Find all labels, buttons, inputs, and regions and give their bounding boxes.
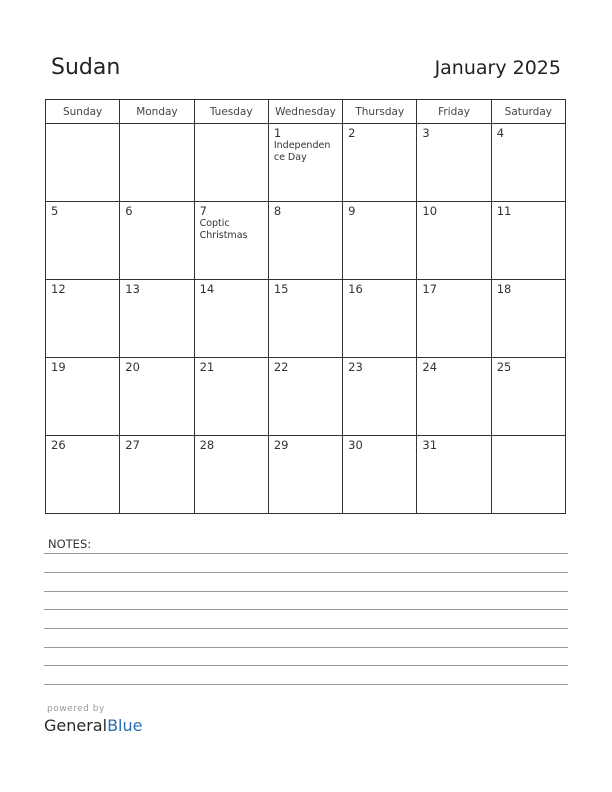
- weekday-wednesday: Wednesday: [268, 100, 342, 124]
- day-number: 16: [348, 282, 363, 296]
- day-cell: [268, 124, 342, 202]
- note-line: [44, 572, 568, 573]
- note-line: [44, 609, 568, 610]
- day-number: 5: [51, 204, 59, 218]
- weekday-monday: Monday: [120, 100, 194, 124]
- week-row: [46, 280, 566, 358]
- note-line: [44, 553, 568, 554]
- day-number: 10: [422, 204, 438, 218]
- day-number: 13: [125, 282, 140, 296]
- day-number: 23: [348, 360, 363, 374]
- weekday-tuesday: Tuesday: [194, 100, 268, 124]
- day-cell: [343, 280, 417, 358]
- calendar-grid: [45, 99, 566, 514]
- day-number: 14: [199, 282, 215, 296]
- note-line: [44, 647, 568, 648]
- brand-part1: General: [44, 716, 108, 735]
- day-number: 19: [51, 360, 66, 374]
- day-cell: [343, 436, 417, 514]
- weekday-thursday: Thursday: [343, 100, 417, 124]
- day-cell: [491, 124, 565, 202]
- day-cell: [46, 202, 120, 280]
- notes-label: NOTES:: [48, 537, 92, 551]
- day-cell: [46, 280, 120, 358]
- day-cell: [491, 280, 565, 358]
- note-line: [44, 684, 568, 685]
- day-cell: [268, 358, 342, 436]
- day-cell: [417, 202, 491, 280]
- week-row: [46, 202, 566, 280]
- month-title: January 2025: [434, 57, 561, 79]
- day-cell: [343, 202, 417, 280]
- day-number: 21: [199, 360, 215, 374]
- day-cell: [46, 436, 120, 514]
- day-cell: [343, 358, 417, 436]
- day-cell: [268, 436, 342, 514]
- day-cell: [491, 358, 565, 436]
- day-number: 3: [422, 126, 430, 140]
- day-number: 6: [125, 204, 133, 218]
- week-row: [46, 436, 566, 514]
- week-row: [46, 358, 566, 436]
- generalblue-logo[interactable]: [44, 716, 142, 735]
- day-number: 15: [273, 282, 289, 296]
- note-line: [44, 628, 568, 629]
- day-number: 29: [273, 438, 289, 452]
- day-cell: [120, 280, 194, 358]
- note-line: [44, 665, 568, 666]
- day-cell: [491, 436, 565, 514]
- country-title: Sudan: [51, 55, 121, 80]
- weekday-saturday: Saturday: [491, 100, 565, 124]
- powered-by-text: powered by: [47, 704, 105, 714]
- day-cell: [268, 202, 342, 280]
- note-line: [44, 591, 568, 592]
- day-number: 1: [273, 126, 282, 140]
- day-cell: [194, 280, 268, 358]
- day-number: 31: [422, 438, 438, 452]
- day-cell: [194, 358, 268, 436]
- day-cell: [120, 124, 194, 202]
- week-row: [46, 124, 566, 202]
- day-cell: [268, 280, 342, 358]
- day-number: 18: [496, 282, 512, 296]
- day-number: 4: [496, 126, 505, 140]
- day-cell: [194, 202, 268, 280]
- day-cell: [120, 358, 194, 436]
- day-cell: [417, 124, 491, 202]
- day-number: 11: [496, 204, 512, 218]
- day-number: 7: [199, 204, 207, 218]
- brand-part2: Blue: [107, 716, 143, 735]
- day-number: 20: [125, 360, 140, 374]
- day-number: 28: [199, 438, 215, 452]
- weekday-header-row: [46, 100, 566, 124]
- day-number: 26: [51, 438, 66, 452]
- day-cell: [194, 436, 268, 514]
- day-number: 27: [125, 438, 140, 452]
- holiday-label: Coptic Christmas: [199, 218, 248, 241]
- day-cell: [120, 202, 194, 280]
- day-cell: [417, 358, 491, 436]
- day-number: 25: [496, 360, 512, 374]
- day-number: 30: [348, 438, 363, 452]
- day-number: 22: [273, 360, 289, 374]
- day-number: 2: [348, 126, 356, 140]
- day-number: 8: [273, 204, 282, 218]
- day-number: 24: [422, 360, 438, 374]
- day-cell: [491, 202, 565, 280]
- day-cell: [343, 124, 417, 202]
- day-cell: [46, 124, 120, 202]
- day-number: 9: [348, 204, 356, 218]
- day-cell: [417, 280, 491, 358]
- holiday-label: Independen ce Day: [273, 140, 331, 163]
- day-cell: [120, 436, 194, 514]
- day-cell: [46, 358, 120, 436]
- day-cell: [417, 436, 491, 514]
- weekday-sunday: Sunday: [46, 100, 120, 124]
- weekday-friday: Friday: [417, 100, 491, 124]
- day-cell: [194, 124, 268, 202]
- day-number: 12: [51, 282, 66, 296]
- day-number: 17: [422, 282, 438, 296]
